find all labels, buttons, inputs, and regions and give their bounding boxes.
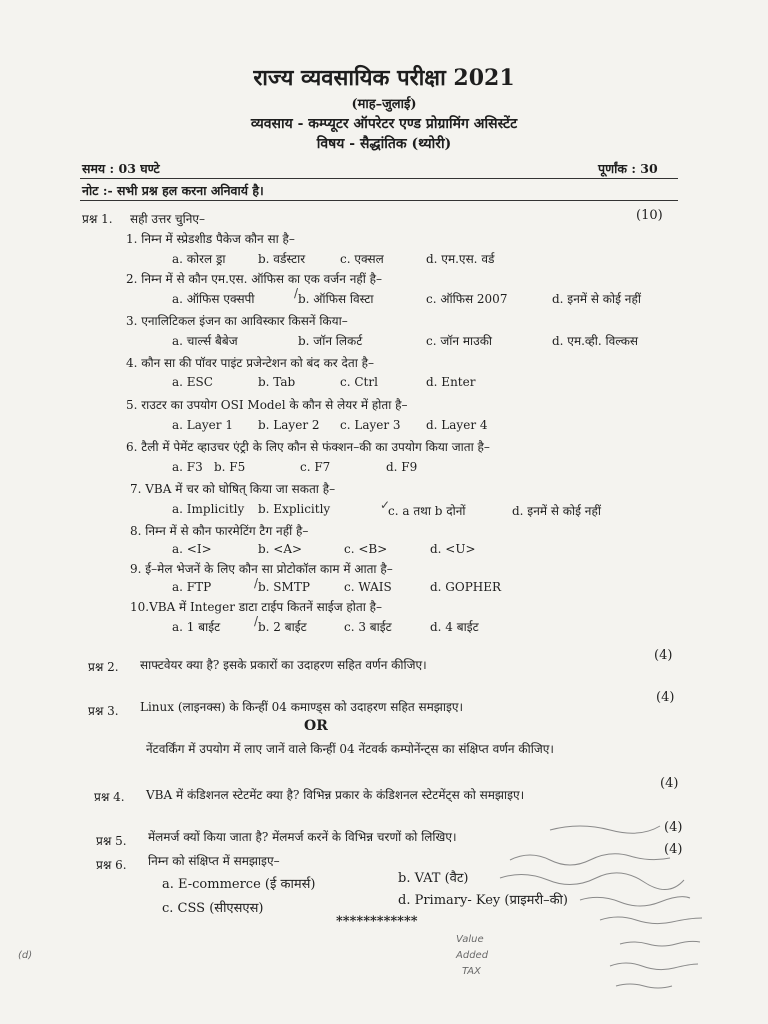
- answer-tick-mark: ✓: [380, 498, 391, 512]
- mcq-option: a. Implicitly: [172, 502, 245, 516]
- mcq-option: d. GOPHER: [430, 580, 502, 594]
- q6-label: प्रश्न 6.: [96, 858, 127, 872]
- answer-tick-mark: /: [254, 576, 259, 590]
- mcq-question: 5. राउटर का उपयोग OSI Model के कौन से लेयर में होता है–: [126, 398, 408, 412]
- mcq-option: c. जॉन माउकी: [426, 334, 493, 348]
- mcq-option: c. एक्सल: [340, 252, 384, 266]
- mcq-option: d. एम.व्ही. विल्कस: [552, 334, 639, 348]
- answer-tick-mark: /: [254, 614, 259, 628]
- q4-label: प्रश्न 4.: [94, 790, 125, 804]
- mcq-option: a. ESC: [172, 375, 213, 389]
- q3-alt-text: नेंटवर्किंग में उपयोग में लाए जानें वाले किन्हीं 04 नेंटवर्क कम्पोनेंन्ट्स का संक्षिप्त वर्णन कीजिए।: [146, 742, 554, 756]
- mcq-question: 6. टैली में पेमेंट व्हाउचर एंट्री के लिए कौन से फंक्शन–की का उपयोग किया जाता है–: [126, 440, 490, 454]
- mcq-question: 8. निम्न में से कौन फारमेटिंग टैग नहीं है–: [130, 524, 309, 538]
- q2-text: साफ्टवेयर क्या है? इसके प्रकारों का उदाहरण सहित वर्णन कीजिए।: [140, 658, 427, 672]
- mcq-question: 9. ई–मेल भेजनें के लिए कौन सा प्रोटोकॉल काम में आता है–: [130, 562, 393, 576]
- mcq-option: b. F5: [214, 460, 246, 474]
- mcq-question: 4. कौन सा की पॉवर पाइंट प्रजेन्टेशन को बंद कर देता है–: [126, 356, 375, 370]
- q5-text: मेंलमर्ज क्यों किया जाता है? मेंलमर्ज करनें के विभिन्न चरणों को लिखिए।: [148, 830, 457, 844]
- mcq-option: b. 2 बाईट: [258, 620, 307, 634]
- mcq-option: b. Explicitly: [258, 502, 331, 516]
- header-rule-top: [80, 178, 678, 179]
- mcq-question: 7. VBA में चर को घोषित् किया जा सकता है–: [130, 482, 336, 496]
- handwritten-note: Added: [456, 950, 489, 961]
- mcq-option: b. Tab: [258, 375, 296, 389]
- exam-session: (माह–जुलाई): [351, 97, 417, 112]
- exam-title: राज्य व्यवसायिक परीक्षा 2021: [253, 65, 515, 91]
- mcq-option: b. <A>: [258, 542, 303, 556]
- exam-max-marks: पूर्णांक : 30: [598, 161, 658, 176]
- header-rule-bottom: [80, 200, 678, 201]
- mcq-option: c. F7: [300, 460, 331, 474]
- q4-text: VBA में कंडिशनल स्टेटमेंट क्या है? विभिन्न प्रकार के कंडिशनल स्टेटमेंट्स को समझाइए।: [146, 788, 525, 802]
- q2-marks: (4): [654, 648, 673, 663]
- handwritten-note: Value: [456, 934, 484, 945]
- mcq-option: d. 4 बाईट: [430, 620, 479, 634]
- mcq-option: c. <B>: [344, 542, 388, 556]
- mcq-option: a. 1 बाईट: [172, 620, 221, 634]
- mcq-option: c. Ctrl: [340, 375, 378, 389]
- q3-marks: (4): [656, 690, 675, 705]
- mcq-option: a. कोरल ड्रा: [172, 252, 226, 266]
- answer-tick-mark: /: [294, 286, 299, 300]
- mcq-option: a. Layer 1: [172, 418, 233, 432]
- mcq-option: a. F3: [172, 460, 203, 474]
- end-stars: ************: [336, 914, 418, 929]
- mcq-option: d. इनमें से कोई नहीं: [512, 504, 601, 518]
- mcq-option: c. Layer 3: [340, 418, 401, 432]
- exam-trade: व्यवसाय - कम्प्यूटर ऑपरेटर एण्ड प्रोग्रामिंग असिस्टेंट: [250, 116, 518, 132]
- q3-text: Linux (लाइनक्स) के किन्हीं 04 कमाण्ड्स को उदाहरण सहित समझाइए।: [140, 700, 464, 714]
- handwritten-margin-mark: (d): [18, 950, 33, 961]
- exam-note: नोट :- सभी प्रश्न हल करना अनिवार्य है।: [82, 183, 264, 198]
- q5-marks: (4): [664, 820, 683, 835]
- handwritten-note: TAX: [462, 966, 481, 977]
- mcq-option: b. वर्डस्टार: [258, 252, 306, 266]
- mcq-option: d. Enter: [426, 375, 476, 389]
- q1-label: प्रश्न 1.: [82, 212, 113, 226]
- mcq-option: c. 3 बाईट: [344, 620, 392, 634]
- mcq-option: b. Layer 2: [258, 418, 320, 432]
- mcq-option: b. SMTP: [258, 580, 310, 594]
- mcq-option: c. ऑफिस 2007: [426, 292, 508, 306]
- mcq-option: a. चार्ल्स बैबेज: [172, 334, 238, 348]
- q6-option: d. Primary- Key (प्राइमरी–की): [398, 893, 568, 908]
- q6-option: a. E-commerce (ई कामर्स): [162, 877, 316, 892]
- mcq-option: c. a तथा b दोनों: [388, 504, 466, 518]
- q4-marks: (4): [660, 776, 679, 791]
- mcq-option: c. WAIS: [344, 580, 392, 594]
- mcq-option: a. FTP: [172, 580, 212, 594]
- exam-subject: विषय - सैद्धांतिक (थ्योरी): [316, 136, 452, 152]
- mcq-option: d. <U>: [430, 542, 476, 556]
- mcq-option: a. ऑफिस एक्सपी: [172, 292, 255, 306]
- q6-marks: (4): [664, 842, 683, 857]
- q6-option: c. CSS (सीएसएस): [162, 901, 264, 916]
- q1-text: सही उत्तर चुनिए–: [130, 212, 206, 226]
- q2-label: प्रश्न 2.: [88, 660, 119, 674]
- mcq-option: b. जॉन लिकर्ट: [298, 334, 363, 348]
- handwritten-scribbles: [490, 820, 730, 1020]
- mcq-question: 10.VBA में Integer डाटा टाईप कितनें साईज होता है–: [130, 600, 383, 614]
- q6-option: b. VAT (वैट): [398, 871, 469, 886]
- q6-text: निम्न को संक्षिप्त में समझाइए–: [148, 854, 280, 868]
- q3-or: OR: [304, 718, 328, 734]
- mcq-question: 1. निम्न में स्प्रेडशीड पैकेज कौन सा है–: [126, 232, 295, 246]
- mcq-option: d. Layer 4: [426, 418, 488, 432]
- mcq-question: 2. निम्न में से कौन एम.एस. ऑफिस का एक वर्जन नहीं है–: [126, 272, 383, 286]
- q3-label: प्रश्न 3.: [88, 704, 119, 718]
- exam-time: समय : 03 घण्टे: [82, 161, 160, 176]
- mcq-question: 3. एनालिटिकल इंजन का आविस्कार किसनें किया–: [126, 314, 348, 328]
- mcq-option: d. एम.एस. वर्ड: [426, 252, 495, 266]
- q1-marks: (10): [636, 208, 663, 223]
- mcq-option: b. ऑफिस विस्टा: [298, 292, 374, 306]
- mcq-option: d. F9: [386, 460, 418, 474]
- q5-label: प्रश्न 5.: [96, 834, 127, 848]
- mcq-option: d. इनमें से कोई नहीं: [552, 292, 641, 306]
- mcq-option: a. <I>: [172, 542, 212, 556]
